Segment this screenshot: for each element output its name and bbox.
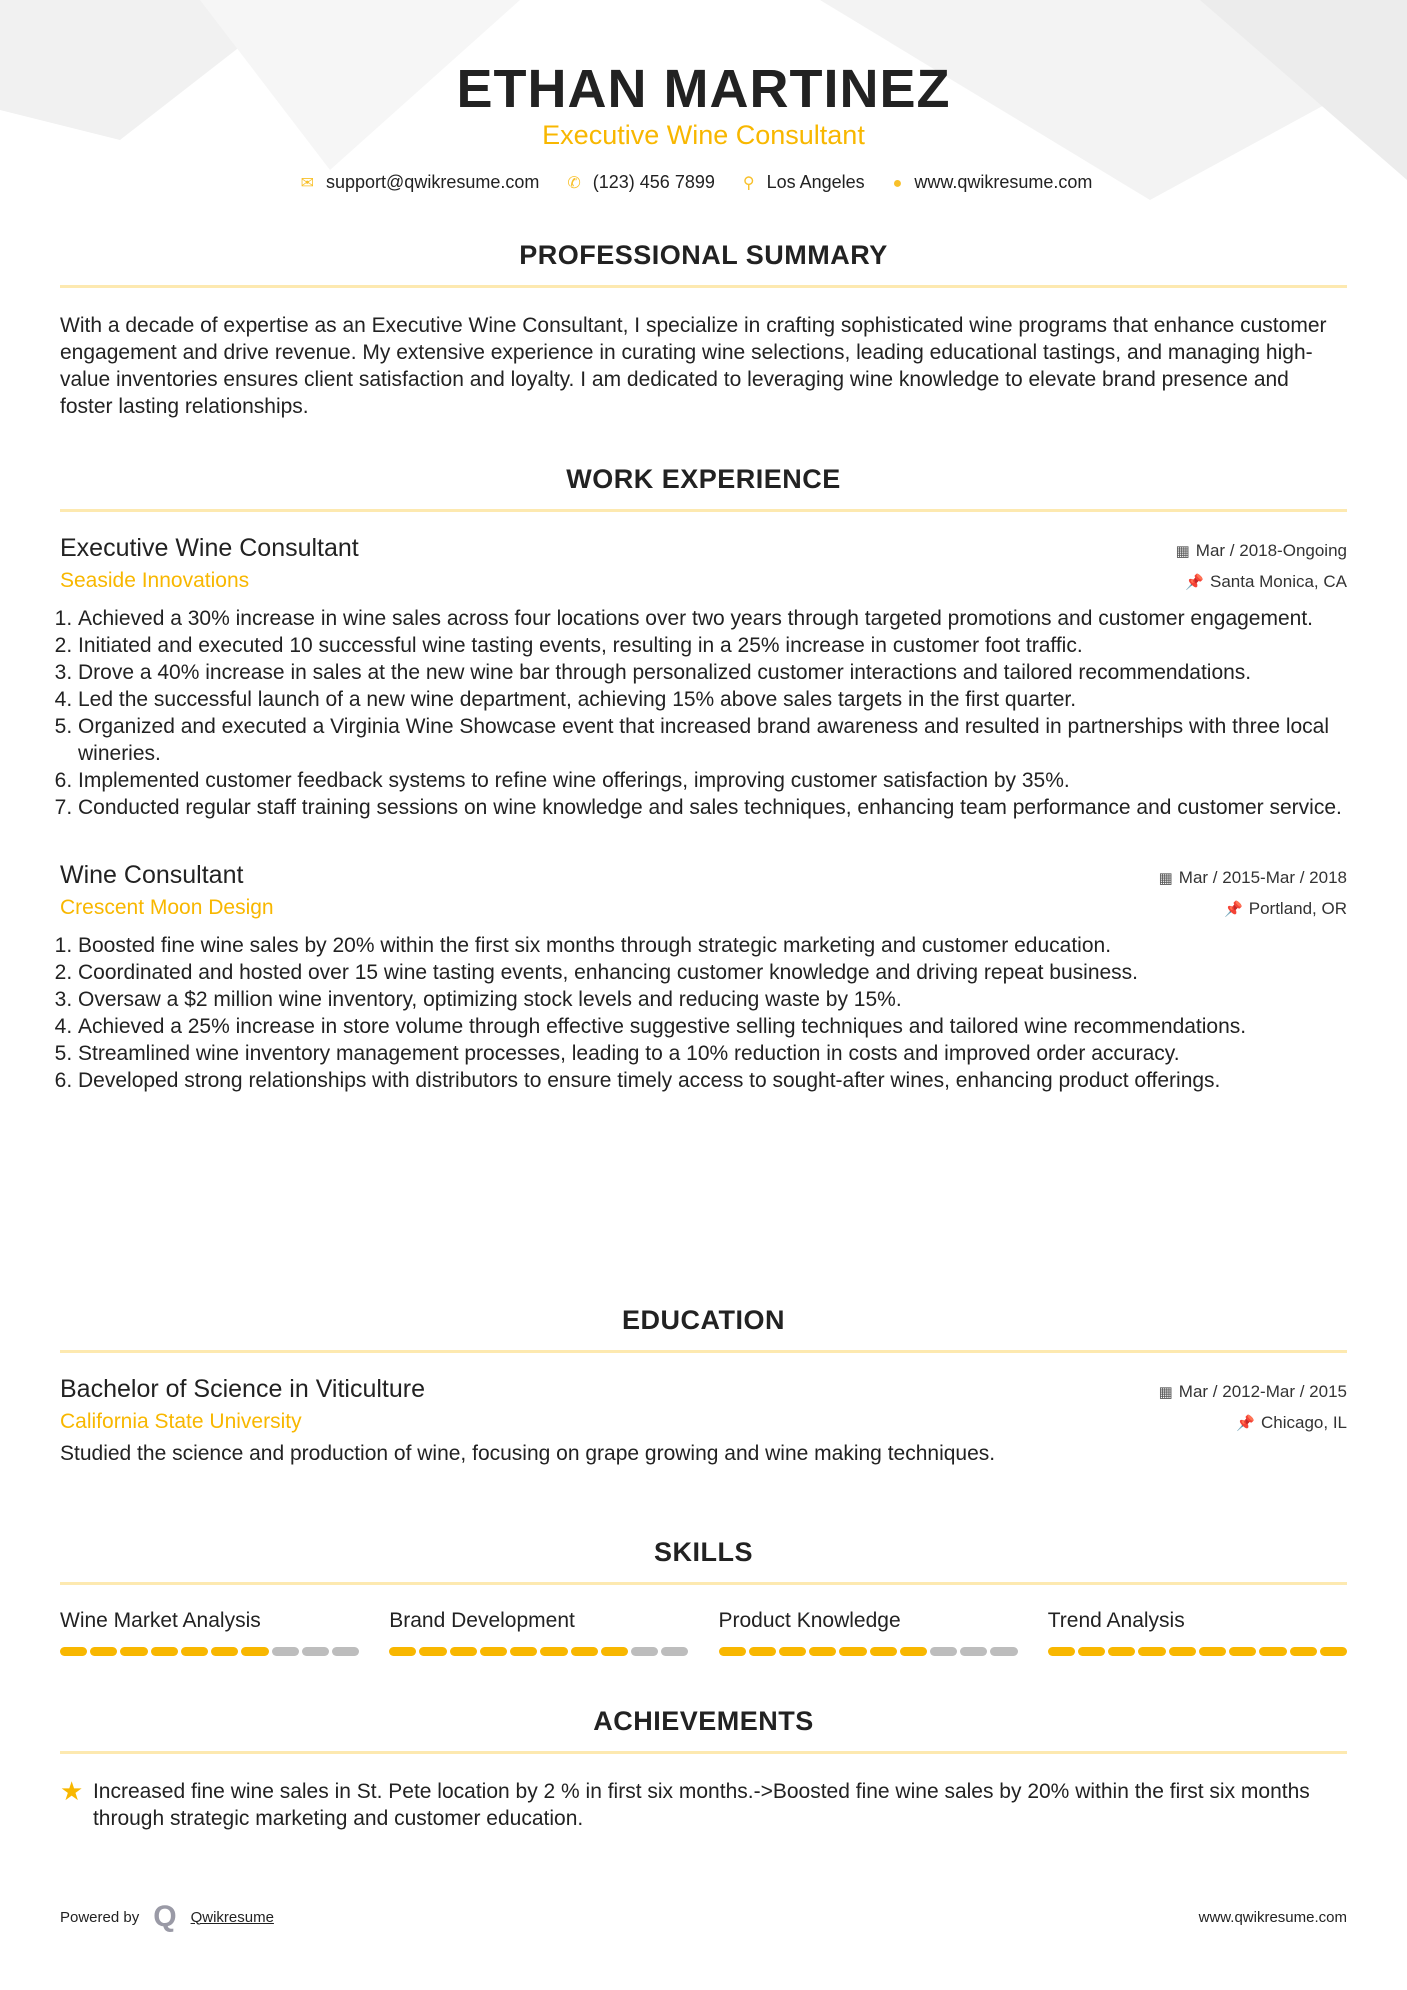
skill-item [1048, 1609, 1347, 1656]
rating-dot [1229, 1647, 1256, 1656]
bullet-item: 4. Achieved a 25% increase in store volume through effective suggestive selling techniques and tailored wine recommendations. [78, 1013, 1347, 1040]
rating-dot [1078, 1647, 1105, 1656]
rating-dot [510, 1647, 537, 1656]
powered-by-label: Powered by [60, 1908, 140, 1926]
bullet-item: 1. Boosted fine wine sales by 20% within the first six months through strategic marketing and customer education. [78, 932, 1347, 959]
contact-location: ⚲ Los Angeles [742, 172, 865, 192]
job-title: Executive Wine Consultant [60, 534, 359, 562]
star-icon: ★ [60, 1776, 84, 1806]
bullet-item: 6. Developed strong relationships with distributors to ensure timely access to sought-after wines, enhancing product offerings. [78, 1067, 1347, 1094]
rating-dot [930, 1647, 957, 1656]
bullet-item: 5. Streamlined wine inventory management processes, leading to a 10% reduction in costs and improved order accuracy. [78, 1040, 1347, 1067]
section-heading: SKILLS [653, 1537, 753, 1567]
divider [60, 1751, 1347, 1754]
education-description: Studied the science and production of wine, focusing on grape growing and wine making techniques. [60, 1442, 996, 1465]
education-location: 📌 Chicago, IL [1236, 1413, 1347, 1432]
rating-dot [211, 1647, 238, 1656]
contact-email[interactable]: ✉ support@qwikresume.com [300, 172, 540, 192]
contact-website[interactable]: ● www.qwikresume.com [892, 172, 1093, 192]
skill-name: Trend Analysis [1047, 1609, 1185, 1632]
footer-website[interactable]: www.qwikresume.com [1198, 1908, 1347, 1926]
rating-dot [601, 1647, 628, 1656]
phone-icon: ✆ [567, 175, 581, 192]
contact-bar [60, 172, 1347, 193]
bullet-item: 7. Conducted regular staff training sessions on wine knowledge and sales techniques, enhancing team performance and customer service. [78, 794, 1347, 821]
skill-rating [389, 1647, 688, 1656]
rating-dot [181, 1647, 208, 1656]
skill-rating [60, 1647, 359, 1656]
rating-dot [900, 1647, 927, 1656]
rating-dot [571, 1647, 598, 1656]
rating-dot [719, 1647, 746, 1656]
rating-dot [1290, 1647, 1317, 1656]
bullet-item: 6. Implemented customer feedback systems to refine wine offerings, improving customer satisfaction by 35%. [78, 767, 1347, 794]
skill-item [719, 1609, 1018, 1656]
rating-dot [809, 1647, 836, 1656]
rating-dot [1199, 1647, 1226, 1656]
section-heading: EDUCATION [622, 1305, 785, 1335]
rating-dot [90, 1647, 117, 1656]
calendar-icon: ▦ [1175, 543, 1190, 560]
calendar-icon: ▦ [1158, 870, 1173, 887]
rating-dot [272, 1647, 299, 1656]
bullet-item: 5. Organized and executed a Virginia Wine Showcase event that increased brand awareness and resulted in partnerships with three local wineries. [78, 713, 1347, 767]
pin-icon: 📌 [1185, 574, 1204, 591]
rating-dot [1048, 1647, 1075, 1656]
rating-dot [631, 1647, 658, 1656]
globe-icon: ● [892, 175, 903, 192]
bullet-item: 1. Achieved a 30% increase in wine sales across four locations over two years through targeted promotions and customer engagement. [78, 605, 1347, 632]
rating-dot [419, 1647, 446, 1656]
bullet-item: 3. Oversaw a $2 million wine inventory, optimizing stock levels and reducing waste by 15%. [78, 986, 1347, 1013]
rating-dot [450, 1647, 477, 1656]
summary-text: With a decade of expertise as an Executive Wine Consultant, I specialize in crafting sophisticated wine programs that enhance customer engagement and drive revenue. My extensive experience in curating wine selections, leading educational tastings, and managing high-value inventories ensures client satisfaction and loyalty. I am dedicated to leveraging wine knowledge to elevate brand presence and foster lasting relationships. [60, 314, 1327, 418]
pin-icon: 📌 [1236, 1415, 1255, 1432]
divider [60, 509, 1347, 512]
skill-name: Wine Market Analysis [60, 1609, 261, 1632]
rating-dot [839, 1647, 866, 1656]
skills-section [60, 1537, 1347, 1656]
section-heading: ACHIEVEMENTS [593, 1706, 814, 1736]
contact-phone: ✆ (123) 456 7899 [567, 172, 715, 192]
rating-dot [1138, 1647, 1165, 1656]
rating-dot [1169, 1647, 1196, 1656]
skill-name: Brand Development [389, 1609, 575, 1632]
summary-section [60, 240, 1347, 420]
divider [60, 285, 1347, 288]
divider [60, 1582, 1347, 1585]
job-date: ▦ Mar / 2015-Mar / 2018 [1158, 868, 1347, 887]
rating-dot [661, 1647, 688, 1656]
job-date: ▦ Mar / 2018-Ongoing [1175, 541, 1347, 560]
section-heading: WORK EXPERIENCE [566, 464, 841, 494]
candidate-title: Executive Wine Consultant [542, 120, 865, 150]
divider [60, 1350, 1347, 1353]
rating-dot [870, 1647, 897, 1656]
skill-name: Product Knowledge [718, 1609, 901, 1632]
rating-dot [302, 1647, 329, 1656]
pin-icon: 📌 [1224, 901, 1243, 918]
education-date: ▦ Mar / 2012-Mar / 2015 [1158, 1382, 1347, 1401]
skill-rating [719, 1647, 1018, 1656]
rating-dot [540, 1647, 567, 1656]
qwikresume-link[interactable]: Qwikresume [190, 1908, 274, 1926]
experience-section [60, 464, 1347, 1094]
rating-dot [990, 1647, 1017, 1656]
envelope-icon: ✉ [300, 175, 314, 192]
rating-dot [960, 1647, 987, 1656]
qwikresume-logo-icon: Q [153, 1900, 177, 1933]
company-name: Crescent Moon Design [60, 896, 274, 919]
bullet-item: 4. Led the successful launch of a new wine department, achieving 15% above sales targets in the first quarter. [78, 686, 1347, 713]
job-location: 📌 Santa Monica, CA [1185, 572, 1347, 591]
rating-dot [779, 1647, 806, 1656]
rating-dot [151, 1647, 178, 1656]
rating-dot [60, 1647, 87, 1656]
skill-item [60, 1609, 359, 1656]
skill-rating [1048, 1647, 1347, 1656]
company-name: Seaside Innovations [60, 569, 250, 592]
rating-dot [1259, 1647, 1286, 1656]
job-entry [60, 861, 1347, 1094]
section-heading: PROFESSIONAL SUMMARY [519, 240, 888, 270]
rating-dot [120, 1647, 147, 1656]
calendar-icon: ▦ [1158, 1384, 1173, 1401]
rating-dot [389, 1647, 416, 1656]
footer [60, 1900, 1347, 1934]
rating-dot [1108, 1647, 1135, 1656]
skill-item [389, 1609, 688, 1656]
bullet-item: 3. Drove a 40% increase in sales at the new wine bar through personalized customer interactions and tailored recommendations. [78, 659, 1347, 686]
achievements-section [60, 1706, 1347, 1832]
education-section [60, 1305, 1347, 1467]
school-name: California State University [60, 1410, 302, 1433]
rating-dot [332, 1647, 359, 1656]
job-bullets [60, 932, 1347, 1094]
rating-dot [749, 1647, 776, 1656]
job-location: 📌 Portland, OR [1224, 899, 1347, 918]
job-entry [60, 534, 1347, 821]
rating-dot [480, 1647, 507, 1656]
map-marker-icon: ⚲ [742, 175, 755, 192]
rating-dot [241, 1647, 268, 1656]
job-title: Wine Consultant [60, 861, 244, 889]
bullet-item: 2. Initiated and executed 10 successful wine tasting events, resulting in a 25% increase in customer foot traffic. [78, 632, 1347, 659]
degree-title: Bachelor of Science in Viticulture [60, 1375, 426, 1403]
job-bullets [60, 605, 1347, 821]
candidate-name: ETHAN MARTINEZ [456, 59, 951, 119]
bullet-item: 2. Coordinated and hosted over 15 wine tasting events, enhancing customer knowledge and driving repeat business. [78, 959, 1347, 986]
rating-dot [1320, 1647, 1347, 1656]
achievement-item: Increased fine wine sales in St. Pete location by 2 % in first six months.->Boosted fine wine sales by 20% within the first six months through strategic marketing and customer education. [92, 1780, 1310, 1830]
